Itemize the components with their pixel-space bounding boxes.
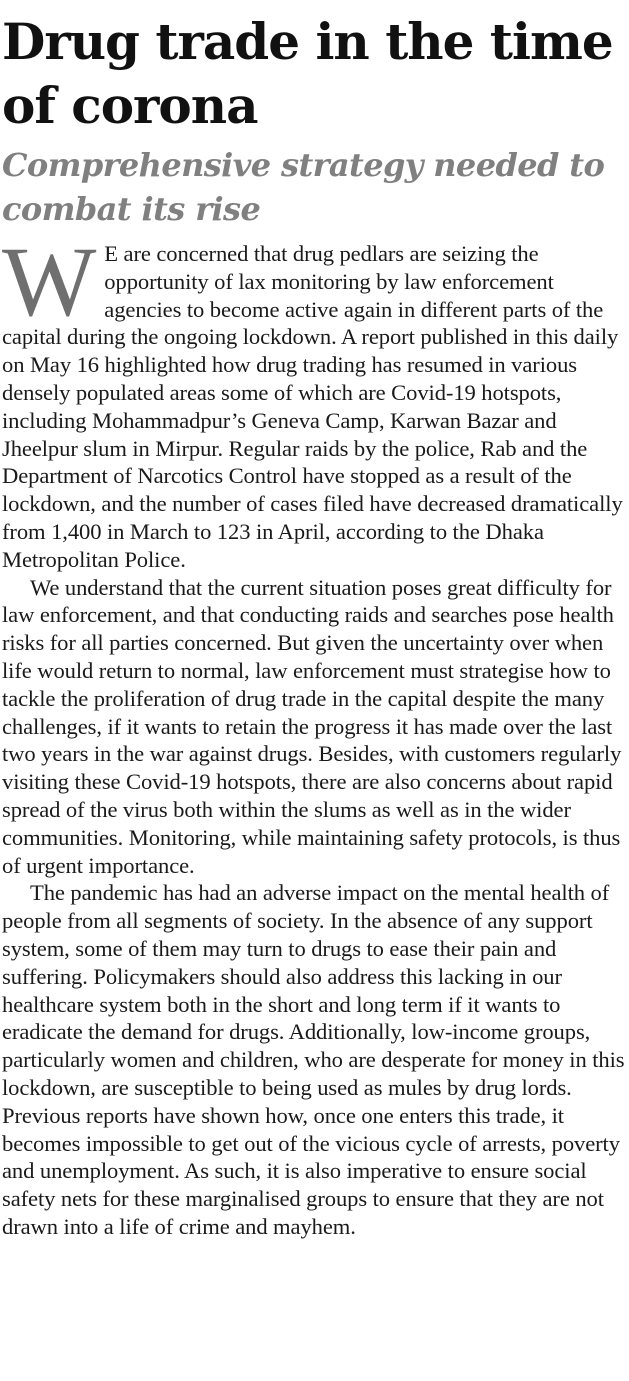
article-paragraph-2: We understand that the current situation poses great difficulty for law enforcement, and that conducting raids and searches pose health risks for all parties concerned. But given the uncertainty over when life would return to normal, law enforcement must strategise how to tackle the proliferation of drug trade in the capital despite the many challenges, if it wants to retain the progress it has made over the last two years in the war against drugs. Besides, with customers regularly visiting these Covid-19 hotspots, there are also concerns about rapid spread of the virus both within the slums as well as in the wider communities. Monitoring, while maintaining safety protocols, is thus of urgent importance.	[2, 574, 622, 878]
drop-cap: W	[2, 226, 97, 337]
article-subheadline: Comprehensive strategy needed to combat its rise	[2, 146, 605, 228]
paragraph-1-text: E are concerned that drug pedlars are seizing the opportunity of lax monitoring by law enforcement agencies to become active again in different parts of the capital during the ongoing lockdown. A report published in this daily on May 16 highlighted how drug trading has resumed in various densely populated areas some of which are Covid-19 hotspots, including Mohammadpur’s Geneva Camp, Karwan Bazar and Jheelpur slum in Mirpur. Regular raids by the police, Rab and the Department of Narcotics Control have stopped as a result of the lockdown, and the number of cases filed have decreased dramatically from 1,400 in March to 123 in April, according to the Dhaka Metropolitan Police.	[2, 241, 623, 572]
article-paragraph-1	[2, 226, 627, 574]
article-paragraph-3: The pandemic has had an adverse impact on the mental health of people from all segments of society. In the absence of any support system, some of them may turn to drugs to ease their pain and suffering. Policymakers should also address this lacking in our healthcare system both in the short and long term if it wants to eradicate the demand for drugs. Additionally, low-income groups, particularly women and children, who are desperate for money in this lockdown, are susceptible to being used as mules by drug lords. Previous reports have shown how, once one enters this trade, it becomes impossible to get out of the vicious cycle of arrests, poverty and unemployment. As such, it is also imperative to ensure social safety nets for these marginalised groups to ensure that they are not drawn into a life of crime and mayhem.	[2, 880, 625, 1239]
article-body	[2, 226, 627, 1241]
article-headline: Drug trade in the time of corona	[2, 12, 613, 135]
